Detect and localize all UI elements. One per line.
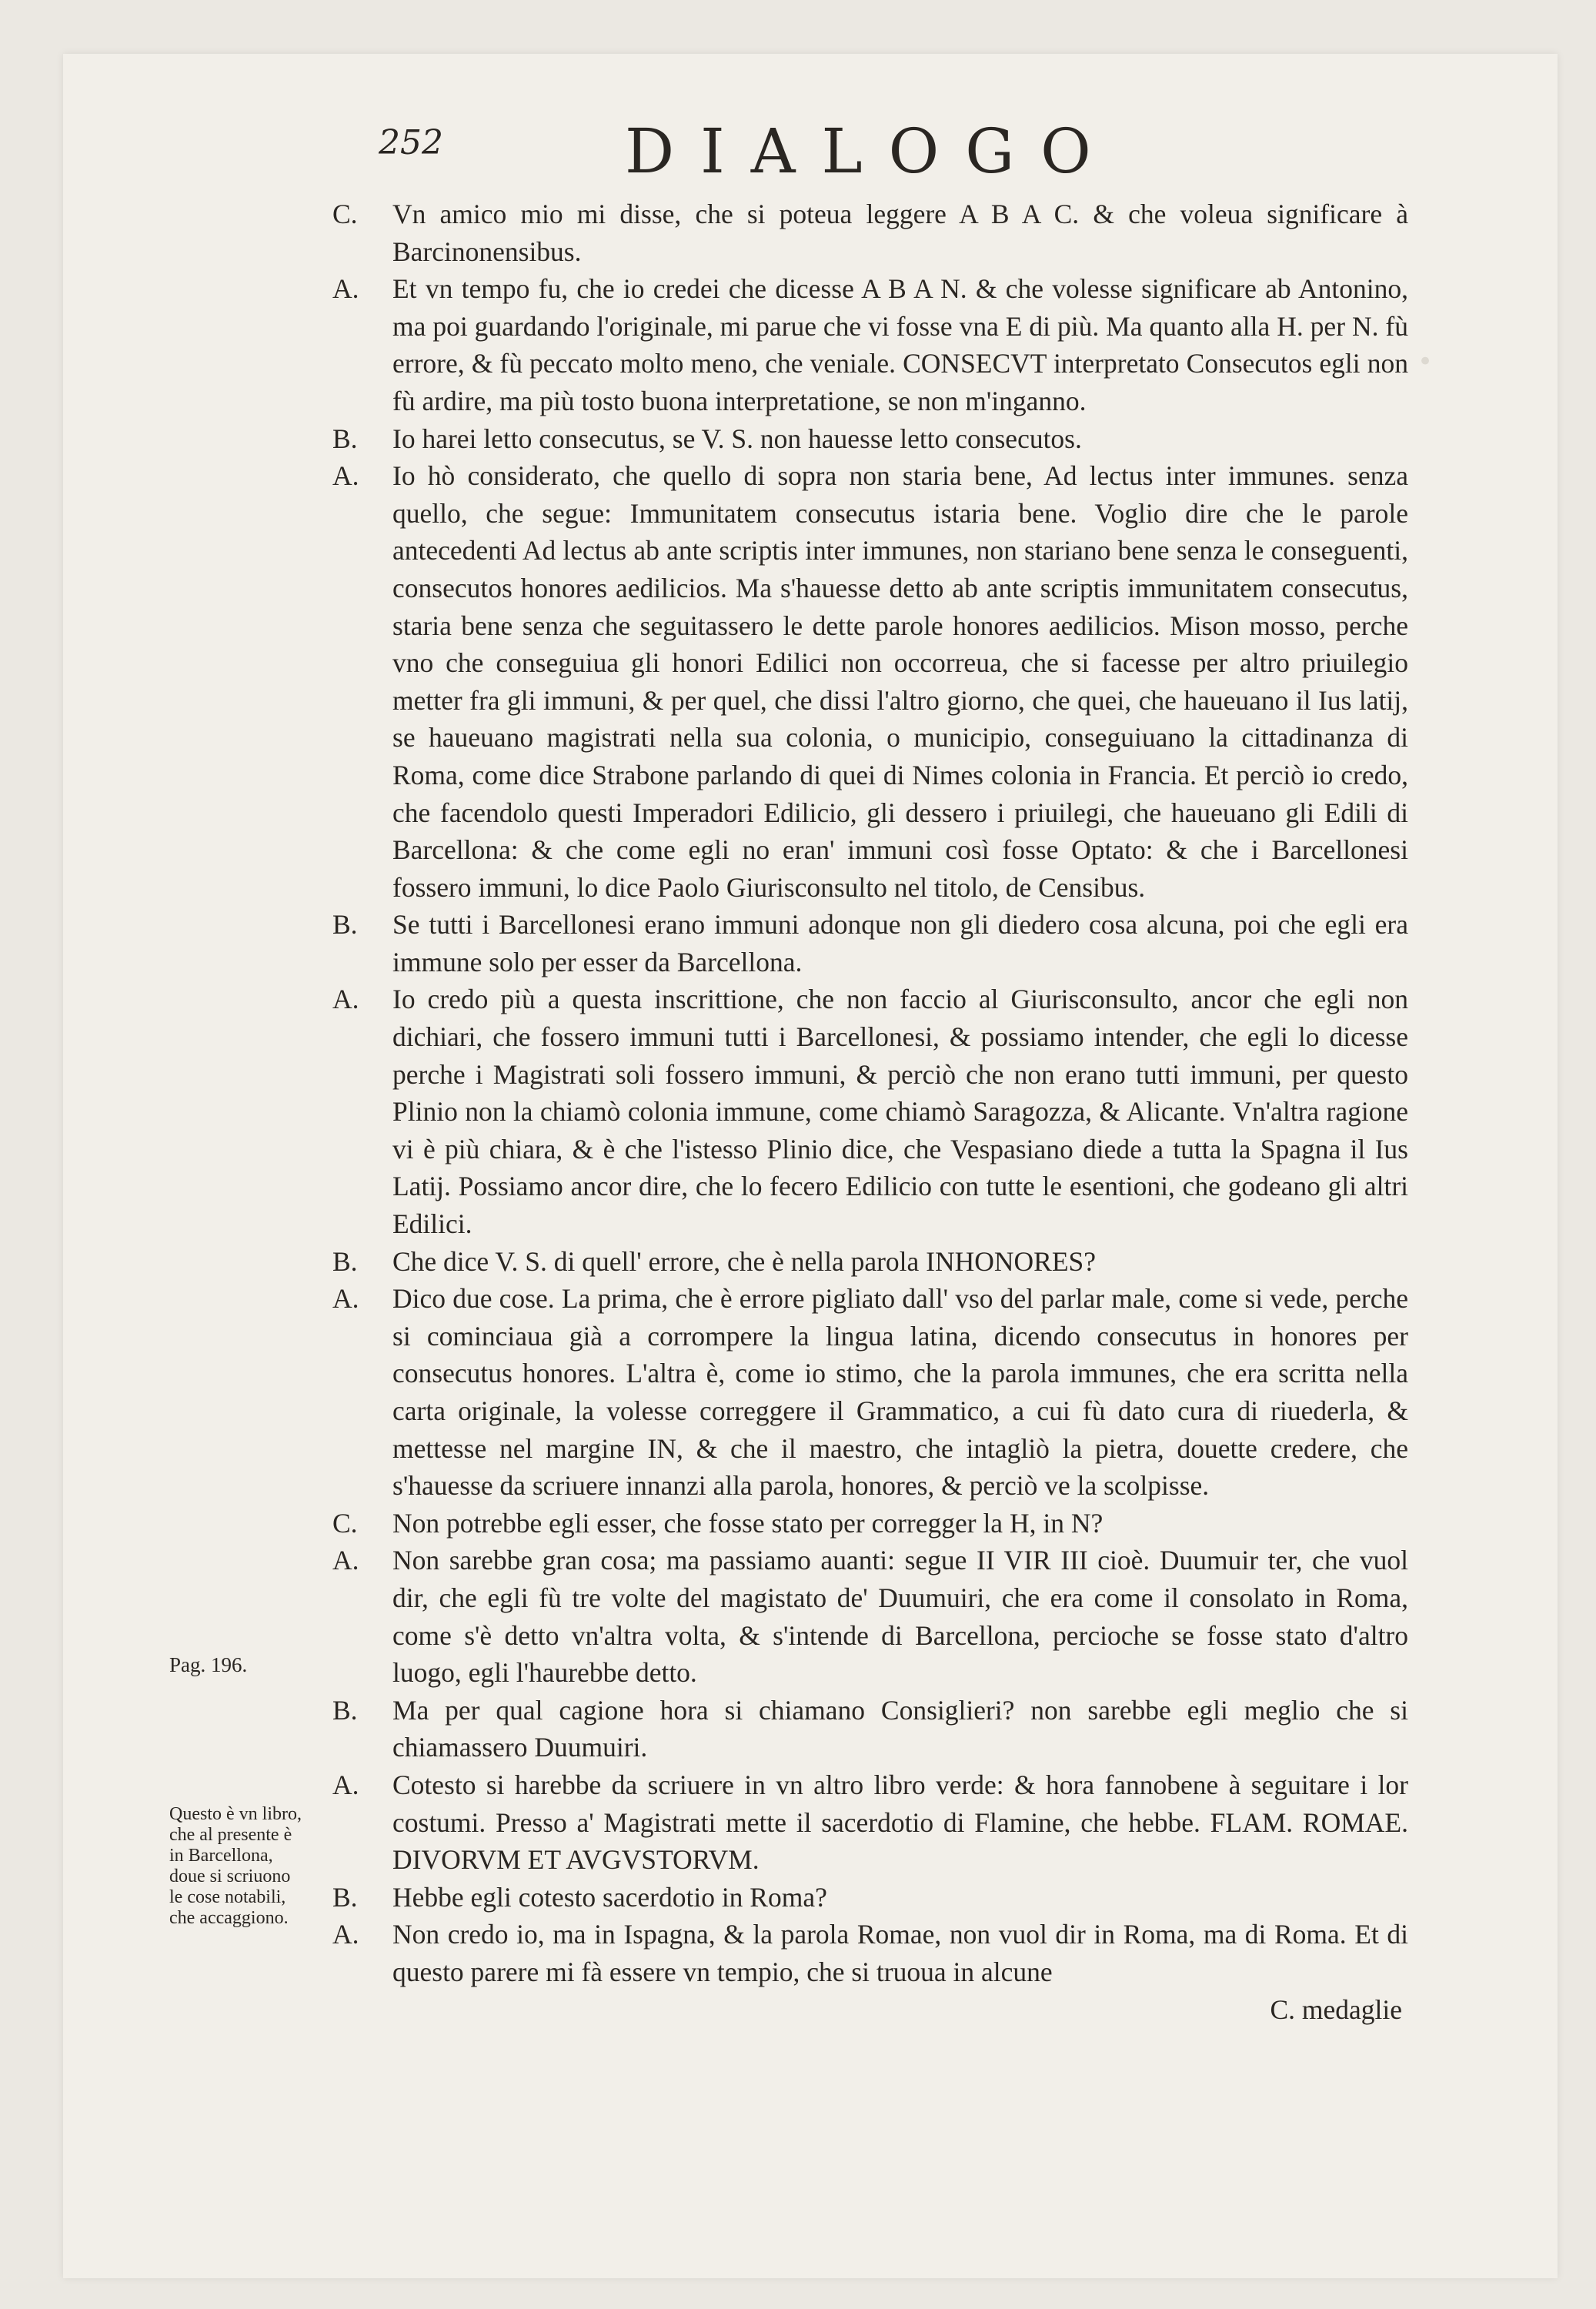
speaker-label: A. xyxy=(332,1283,359,1315)
turn-text: Non potrebbe egli esser, che fosse stato per corregger la H, in N? xyxy=(392,1507,1104,1539)
turn-text: Non credo io, ma in Ispagna, & la parola Romae, non vuol dir in Roma, ma di Roma. Et di questo parere mi fà essere vn tempio, che si truoua in alcune xyxy=(392,1919,1408,1987)
speaker-label: B. xyxy=(332,423,358,454)
turn-text: Io harei letto consecutus, se V. S. non hauesse letto consecutos. xyxy=(392,423,1082,454)
turn-text: Ma per qual cagione hora si chiamano Consiglieri? non sarebbe egli meglio che si chiamassero Duumuiri. xyxy=(392,1694,1408,1763)
dialogue-turn xyxy=(316,981,1408,1242)
catchword: C. medaglie xyxy=(1270,1993,1402,2025)
speaker-label: B. xyxy=(332,909,358,941)
dialogue-turn xyxy=(316,270,1408,419)
dialogue-turn xyxy=(316,1879,1408,1916)
dialogue-turn xyxy=(316,1766,1408,1879)
margin-note: Questo è vn libro, che al presente è in Barcellona, doue si scriuono le cose notabili, che accaggiono. xyxy=(169,1804,302,1928)
speaker-label: A. xyxy=(332,273,359,305)
dialogue-turn xyxy=(316,457,1408,906)
speaker-label: C. xyxy=(332,199,358,229)
turn-text: Se tutti i Barcellonesi erano immuni adonque non gli diedero cosa alcuna, poi che egli era immune solo per esser da Barcellona. xyxy=(392,909,1408,977)
turn-text: Cotesto si harebbe da scriuere in vn altro libro verde: & hora fannobene à seguitare i lor costumi. Presso a' Magistrati mette il sacerdotio di Flamine, che hebbe. FLAM. ROMAE. DIVORVM ET AVGVSTORVM. xyxy=(392,1769,1408,1876)
dialogue-text xyxy=(316,195,1408,2028)
speaker-label: A. xyxy=(332,1919,359,1950)
dialogue-turn xyxy=(316,1505,1408,1542)
dialogue-turn xyxy=(316,1692,1408,1766)
turn-text: Io hò considerato, che quello di sopra non staria bene, Ad lectus inter immunes. senza quello, che segue: Immunitatem consecutus istaria bene. Voglio dire che le parole antecedenti Ad lectus ab ante scriptis inter immunes, non stariano bene senza le conseguenti, consecutos honores aedilicios. Ma s'hauesse detto ab ante scriptis immunitatem consecutus, staria bene senza che seguitassero le dette parole honores aedilicios. Mison mosso, perche vno che conseguiua gli honori Edilici non occorreua, che si facesse per altro priuilegio metter fra gli immuni, & per quel, che dissi l'altro giorno, che quei, che haueuano il Ius latij, se haueuano magistrati nella sua colonia, o municipio, conseguiuano la cittadinanza di Roma, come dice Strabone parlando di quei di Nimes colonia in Francia. Et perciò io credo, che facendolo questi Imperadori Edilicio, gli dessero i priuilegi, che haueuano gli Edili di Barcellona: & che come egli no eran' immuni così fosse Optato: & che i Barcellonesi fossero immuni, lo dice Paolo Giurisconsulto nel titolo, de Censibus. xyxy=(392,460,1408,903)
bleed-through-marks: • xyxy=(1417,346,1434,377)
turn-text: Vn amico mio mi disse, che si poteua leggere A B A C. & che voleua significare à Barcinonensibus. xyxy=(392,199,1408,267)
page-header xyxy=(0,115,1596,192)
dialogue-turn xyxy=(316,195,1408,270)
turn-text: Hebbe egli cotesto sacerdotio in Roma? xyxy=(392,1881,827,1913)
turn-text: Et vn tempo fu, che io credei che dicesse A B A N. & che volesse significare ab Antonino, ma poi guardando l'originale, mi parue che vi fosse vna E di più. Ma quanto alla H. per N. fù errore, & fù peccato molto meno, che veniale. CONSECVT interpretato Consecutos egli non fù ardire, ma più tosto buona interpretatione, se non m'inganno. xyxy=(392,273,1408,416)
dialogue-turn xyxy=(316,906,1408,981)
page-number: 252 xyxy=(379,123,443,162)
dialogue-turn xyxy=(316,1243,1408,1281)
speaker-label: B. xyxy=(332,1881,358,1913)
margin-reference: Pag. 196. xyxy=(169,1653,248,1676)
speaker-label: A. xyxy=(332,460,359,492)
turn-text: Che dice V. S. di quell' errore, che è nella parola INHONORES? xyxy=(392,1245,1097,1277)
speaker-label: B. xyxy=(332,1694,358,1726)
dialogue-turn xyxy=(316,1280,1408,1505)
turn-text: Io credo più a questa inscrittione, che non faccio al Giurisconsulto, ancor che egli non dichiari, che fossero immuni tutti i Barcellonesi, & possiamo intender, che egli lo dicesse perche i Magistrati soli fossero immuni, & perciò che non erano tutti immuni, per questo Plinio non la chiamò colonia immune, come chiamò Saragozza, & Alicante. Vn'altra ragione vi è più chiara, & è che l'istesso Plinio dice, che Vespasiano diede a tutta la Spagna il Ius Latij. Possiamo ancor dire, che lo fecero Edilicio con tutte le esentioni, che godeano gli altri Edilici. xyxy=(392,984,1408,1240)
speaker-label: A. xyxy=(332,1545,359,1576)
speaker-label: B. xyxy=(332,1245,358,1277)
dialogue-turn xyxy=(316,1542,1408,1691)
dialogue-turn xyxy=(316,1916,1408,1990)
speaker-label: C. xyxy=(332,1507,358,1539)
running-title: DIALOGO xyxy=(625,115,1117,187)
dialogue-turn xyxy=(316,420,1408,458)
speaker-label: A. xyxy=(332,1769,359,1800)
turn-text: Dico due cose. La prima, che è errore pigliato dall' vso del parlar male, come si vede, perche si cominciaua già a corrompere la lingua latina, dicendo consecutus in honores per consecutus honores. L'altra è, come io stimo, che la parola immunes, che era scritta nella carta originale, la volesse correggere il Grammatico, a cui fù dato cura di riuederla, & mettesse nel margine IN, & che il maestro, che intagliò la pietra, douette credere, che s'hauesse da scriuere innanzi alla parola, honores, & perciò ve la scolpisse. xyxy=(392,1283,1408,1502)
speaker-label: A. xyxy=(332,984,359,1015)
turn-text: Non sarebbe gran cosa; ma passiamo auanti: segue II VIR III cioè. Duumuir ter, che vuol dir, che egli fù tre volte del magistato de' Duumuiri, che era come il consolato in Roma, come s'è detto vn'altra volta, & s'intende di Barcellona, percioche se fosse stato d'altro luogo, egli l'haurebbe detto. xyxy=(392,1545,1408,1689)
